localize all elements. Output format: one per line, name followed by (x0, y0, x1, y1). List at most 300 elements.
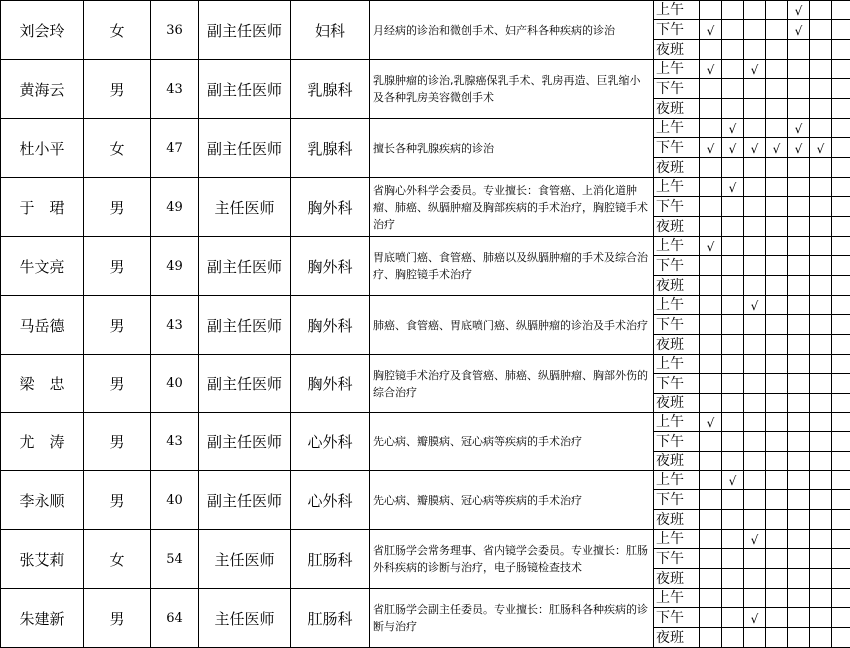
schedule-cell (722, 217, 744, 237)
schedule-cell (744, 296, 766, 315)
doctor-title: 主任医师 (199, 530, 291, 589)
schedule-row (1, 589, 850, 608)
doctor-age: 43 (151, 413, 199, 471)
schedule-cell (722, 471, 744, 490)
schedule-cell (722, 119, 744, 138)
check-mark: √ (795, 122, 803, 136)
schedule-cell (722, 355, 744, 374)
schedule-cell (766, 197, 788, 217)
doctor-age: 43 (151, 296, 199, 355)
doctor-department: 胸外科 (291, 237, 370, 296)
schedule-cell (832, 119, 850, 138)
doctor-department: 胸外科 (291, 178, 370, 237)
schedule-cell (832, 60, 850, 79)
schedule-row (1, 413, 850, 432)
doctor-specialty: 胸腔镜手术治疗及食管癌、肺癌、纵膈肿瘤、胸部外伤的综合治疗 (370, 355, 654, 413)
doctor-sex: 女 (84, 1, 151, 60)
doctor-age: 43 (151, 60, 199, 119)
schedule-cell (788, 119, 810, 138)
schedule-row (1, 178, 850, 197)
doctor-sex: 男 (84, 178, 151, 237)
schedule-cell (766, 355, 788, 374)
schedule-cell (700, 510, 722, 530)
schedule-cell (700, 452, 722, 471)
schedule-cell (722, 549, 744, 569)
shift-label: 下午 (654, 256, 700, 276)
schedule-cell (832, 315, 850, 335)
shift-label: 上午 (654, 119, 700, 138)
schedule-cell (722, 589, 744, 608)
schedule-cell (766, 119, 788, 138)
schedule-row (1, 296, 850, 315)
schedule-cell (744, 197, 766, 217)
shift-label: 下午 (654, 374, 700, 394)
check-mark: √ (707, 142, 715, 156)
doctor-sex: 男 (84, 589, 151, 648)
doctor-sex: 男 (84, 237, 151, 296)
doctor-sex: 男 (84, 296, 151, 355)
schedule-cell (700, 432, 722, 452)
schedule-cell (832, 549, 850, 569)
schedule-cell (788, 355, 810, 374)
schedule-cell (832, 99, 850, 119)
shift-label: 下午 (654, 490, 700, 510)
schedule-cell (722, 530, 744, 549)
schedule-cell (810, 374, 832, 394)
schedule-cell (788, 60, 810, 79)
schedule-cell (744, 628, 766, 648)
shift-label: 上午 (654, 60, 700, 79)
schedule-cell (788, 158, 810, 178)
schedule-cell (832, 452, 850, 471)
schedule-cell (810, 296, 832, 315)
shift-label: 上午 (654, 589, 700, 608)
schedule-cell (766, 40, 788, 60)
doctor-sex: 女 (84, 530, 151, 589)
shift-label: 夜班 (654, 394, 700, 413)
schedule-cell (722, 374, 744, 394)
schedule-cell (832, 20, 850, 40)
check-mark: √ (751, 299, 759, 313)
schedule-cell (744, 335, 766, 355)
check-mark: √ (751, 63, 759, 77)
schedule-cell (832, 510, 850, 530)
doctor-title: 副主任医师 (199, 471, 291, 530)
schedule-cell (722, 158, 744, 178)
schedule-cell (722, 413, 744, 432)
schedule-cell (832, 296, 850, 315)
schedule-cell (788, 452, 810, 471)
schedule-cell (744, 20, 766, 40)
schedule-cell (722, 569, 744, 589)
schedule-cell (722, 237, 744, 256)
check-mark: √ (729, 474, 737, 488)
schedule-cell (700, 530, 722, 549)
schedule-cell (700, 471, 722, 490)
doctor-title: 副主任医师 (199, 60, 291, 119)
schedule-cell (832, 197, 850, 217)
schedule-cell (744, 158, 766, 178)
shift-label: 夜班 (654, 99, 700, 119)
schedule-cell (810, 178, 832, 197)
schedule-cell (788, 40, 810, 60)
shift-label: 上午 (654, 296, 700, 315)
schedule-cell (766, 335, 788, 355)
schedule-cell (788, 549, 810, 569)
schedule-cell (810, 394, 832, 413)
schedule-cell (810, 589, 832, 608)
schedule-cell (744, 276, 766, 296)
doctor-name: 刘会玲 (1, 1, 84, 60)
schedule-cell (788, 490, 810, 510)
doctor-name: 尤 涛 (1, 413, 84, 471)
schedule-cell (744, 608, 766, 628)
doctor-department: 心外科 (291, 471, 370, 530)
schedule-cell (766, 374, 788, 394)
doctor-name: 张艾莉 (1, 530, 84, 589)
schedule-cell (700, 256, 722, 276)
schedule-cell (766, 490, 788, 510)
schedule-cell (766, 432, 788, 452)
doctor-specialty: 省肛肠学会副主任委员。专业擅长：肛肠科各种疾病的诊断与治疗 (370, 589, 654, 648)
schedule-cell (810, 60, 832, 79)
schedule-cell (722, 256, 744, 276)
schedule-cell (832, 178, 850, 197)
schedule-cell (722, 1, 744, 20)
schedule-cell (700, 374, 722, 394)
schedule-cell (700, 119, 722, 138)
schedule-cell (810, 158, 832, 178)
doctor-age: 49 (151, 178, 199, 237)
schedule-cell (744, 178, 766, 197)
schedule-cell (788, 374, 810, 394)
schedule-cell (744, 256, 766, 276)
schedule-cell (766, 217, 788, 237)
doctor-sex: 男 (84, 413, 151, 471)
schedule-cell (810, 335, 832, 355)
schedule-cell (788, 432, 810, 452)
schedule-cell (744, 217, 766, 237)
schedule-cell (832, 40, 850, 60)
doctor-title: 主任医师 (199, 178, 291, 237)
shift-label: 夜班 (654, 158, 700, 178)
schedule-cell (810, 490, 832, 510)
schedule-cell (722, 432, 744, 452)
schedule-cell (700, 355, 722, 374)
shift-label: 上午 (654, 530, 700, 549)
schedule-cell (832, 490, 850, 510)
schedule-cell (810, 217, 832, 237)
schedule-cell (744, 471, 766, 490)
schedule-cell (788, 628, 810, 648)
schedule-cell (722, 197, 744, 217)
schedule-cell (810, 237, 832, 256)
doctor-specialty: 先心病、瓣膜病、冠心病等疾病的手术治疗 (370, 413, 654, 471)
schedule-cell (766, 569, 788, 589)
schedule-cell (810, 119, 832, 138)
schedule-cell (700, 79, 722, 99)
schedule-cell (700, 628, 722, 648)
doctor-sex: 男 (84, 471, 151, 530)
check-mark: √ (729, 142, 737, 156)
schedule-cell (788, 99, 810, 119)
schedule-cell (700, 413, 722, 432)
schedule-cell (788, 471, 810, 490)
schedule-cell (722, 296, 744, 315)
check-mark: √ (707, 24, 715, 38)
schedule-cell (700, 60, 722, 79)
doctor-age: 64 (151, 589, 199, 648)
doctor-name: 梁 忠 (1, 355, 84, 413)
schedule-cell (700, 315, 722, 335)
doctor-age: 36 (151, 1, 199, 60)
shift-label: 夜班 (654, 40, 700, 60)
schedule-cell (722, 99, 744, 119)
schedule-cell (700, 296, 722, 315)
schedule-cell (744, 549, 766, 569)
schedule-cell (722, 40, 744, 60)
schedule-cell (722, 608, 744, 628)
schedule-cell (766, 452, 788, 471)
schedule-cell (700, 394, 722, 413)
schedule-row (1, 471, 850, 490)
schedule-cell (832, 374, 850, 394)
check-mark: √ (795, 4, 803, 18)
schedule-cell (744, 99, 766, 119)
doctor-specialty: 省肛肠学会常务理事、省内镜学会委员。专业擅长：肛肠外科疾病的诊断与治疗，电子肠镜检查技术 (370, 530, 654, 589)
doctor-department: 乳腺科 (291, 60, 370, 119)
schedule-cell (832, 79, 850, 99)
schedule-cell (832, 1, 850, 20)
schedule-cell (788, 510, 810, 530)
schedule-cell (722, 628, 744, 648)
doctor-title: 副主任医师 (199, 119, 291, 178)
schedule-cell (788, 197, 810, 217)
shift-label: 夜班 (654, 217, 700, 237)
schedule-cell (700, 20, 722, 40)
check-mark: √ (817, 142, 825, 156)
doctor-department: 胸外科 (291, 296, 370, 355)
schedule-cell (810, 1, 832, 20)
schedule-cell (744, 589, 766, 608)
schedule-cell (700, 138, 722, 158)
schedule-cell (700, 158, 722, 178)
schedule-cell (810, 569, 832, 589)
check-mark: √ (751, 533, 759, 547)
schedule-cell (832, 394, 850, 413)
schedule-cell (744, 374, 766, 394)
schedule-cell (832, 413, 850, 432)
schedule-cell (788, 1, 810, 20)
doctor-title: 副主任医师 (199, 237, 291, 296)
schedule-cell (788, 315, 810, 335)
schedule-cell (722, 510, 744, 530)
doctor-age: 40 (151, 471, 199, 530)
schedule-cell (832, 355, 850, 374)
schedule-cell (810, 276, 832, 296)
schedule-cell (744, 237, 766, 256)
schedule-cell (766, 158, 788, 178)
schedule-cell (744, 119, 766, 138)
schedule-cell (700, 276, 722, 296)
doctor-department: 乳腺科 (291, 119, 370, 178)
shift-label: 上午 (654, 355, 700, 374)
shift-label: 上午 (654, 471, 700, 490)
schedule-cell (832, 608, 850, 628)
schedule-row (1, 237, 850, 256)
schedule-cell (722, 394, 744, 413)
shift-label: 下午 (654, 79, 700, 99)
schedule-cell (766, 60, 788, 79)
doctor-department: 心外科 (291, 413, 370, 471)
check-mark: √ (707, 240, 715, 254)
schedule-cell (700, 335, 722, 355)
schedule-cell (810, 549, 832, 569)
schedule-cell (810, 315, 832, 335)
schedule-cell (722, 138, 744, 158)
shift-label: 夜班 (654, 510, 700, 530)
schedule-cell (832, 530, 850, 549)
schedule-cell (832, 628, 850, 648)
doctor-department: 肛肠科 (291, 589, 370, 648)
schedule-cell (744, 510, 766, 530)
doctor-department: 妇科 (291, 1, 370, 60)
schedule-cell (744, 490, 766, 510)
schedule-cell (744, 530, 766, 549)
doctor-title: 副主任医师 (199, 1, 291, 60)
check-mark: √ (729, 181, 737, 195)
schedule-cell (788, 530, 810, 549)
doctor-specialty: 胃底喷门癌、食管癌、肺癌以及纵膈肿瘤的手术及综合治疗、胸腔镜手术治疗 (370, 237, 654, 296)
doctor-sex: 男 (84, 60, 151, 119)
schedule-row (1, 60, 850, 79)
schedule-cell (810, 471, 832, 490)
schedule-cell (766, 549, 788, 569)
check-mark: √ (751, 612, 759, 626)
doctor-specialty: 月经病的诊治和微创手术、妇产科各种疾病的诊治 (370, 1, 654, 60)
schedule-cell (766, 79, 788, 99)
schedule-cell (810, 40, 832, 60)
schedule-cell (700, 237, 722, 256)
schedule-cell (810, 628, 832, 648)
schedule-cell (766, 178, 788, 197)
schedule-cell (810, 197, 832, 217)
schedule-cell (700, 589, 722, 608)
doctor-specialty: 擅长各种乳腺疾病的诊治 (370, 119, 654, 178)
schedule-cell (788, 589, 810, 608)
schedule-cell (744, 355, 766, 374)
shift-label: 夜班 (654, 335, 700, 355)
schedule-cell (788, 20, 810, 40)
schedule-cell (766, 628, 788, 648)
shift-label: 夜班 (654, 452, 700, 471)
schedule-cell (832, 569, 850, 589)
schedule-row (1, 530, 850, 549)
schedule-cell (744, 569, 766, 589)
schedule-cell (810, 138, 832, 158)
schedule-cell (766, 394, 788, 413)
doctor-specialty: 先心病、瓣膜病、冠心病等疾病的手术治疗 (370, 471, 654, 530)
schedule-cell (788, 79, 810, 99)
schedule-cell (744, 315, 766, 335)
check-mark: √ (795, 142, 803, 156)
schedule-cell (722, 335, 744, 355)
schedule-cell (810, 510, 832, 530)
doctor-name: 牛文亮 (1, 237, 84, 296)
schedule-cell (744, 40, 766, 60)
schedule-cell (832, 158, 850, 178)
schedule-cell (722, 315, 744, 335)
schedule-cell (788, 217, 810, 237)
schedule-cell (810, 256, 832, 276)
schedule-cell (810, 355, 832, 374)
schedule-cell (700, 197, 722, 217)
schedule-cell (700, 490, 722, 510)
schedule-cell (766, 276, 788, 296)
schedule-cell (700, 608, 722, 628)
schedule-cell (700, 217, 722, 237)
schedule-cell (722, 60, 744, 79)
schedule-cell (722, 79, 744, 99)
shift-label: 下午 (654, 197, 700, 217)
schedule-cell (832, 217, 850, 237)
schedule-cell (700, 99, 722, 119)
check-mark: √ (707, 63, 715, 77)
schedule-cell (832, 138, 850, 158)
doctor-age: 54 (151, 530, 199, 589)
schedule-cell (832, 256, 850, 276)
schedule-cell (810, 79, 832, 99)
doctor-specialty: 乳腺肿瘤的诊治,乳腺癌保乳手术、乳房再造、巨乳缩小及各种乳房美容微创手术 (370, 60, 654, 119)
schedule-cell (788, 608, 810, 628)
schedule-cell (788, 276, 810, 296)
doctor-department: 胸外科 (291, 355, 370, 413)
schedule-cell (788, 237, 810, 256)
schedule-cell (810, 20, 832, 40)
schedule-cell (700, 569, 722, 589)
doctor-title: 主任医师 (199, 589, 291, 648)
schedule-cell (788, 256, 810, 276)
doctor-name: 于 珺 (1, 178, 84, 237)
schedule-cell (832, 471, 850, 490)
doctor-name: 杜小平 (1, 119, 84, 178)
doctor-name: 李永顺 (1, 471, 84, 530)
schedule-cell (810, 608, 832, 628)
shift-label: 下午 (654, 432, 700, 452)
schedule-cell (766, 530, 788, 549)
check-mark: √ (707, 416, 715, 430)
check-mark: √ (773, 142, 781, 156)
schedule-cell (744, 394, 766, 413)
doctor-department: 肛肠科 (291, 530, 370, 589)
schedule-cell (722, 490, 744, 510)
schedule-cell (744, 1, 766, 20)
doctor-name: 朱建新 (1, 589, 84, 648)
schedule-row (1, 355, 850, 374)
schedule-cell (766, 413, 788, 432)
shift-label: 夜班 (654, 569, 700, 589)
check-mark: √ (751, 142, 759, 156)
schedule-cell (766, 138, 788, 158)
shift-label: 上午 (654, 178, 700, 197)
doctor-age: 47 (151, 119, 199, 178)
doctor-name: 马岳德 (1, 296, 84, 355)
schedule-cell (744, 452, 766, 471)
shift-label: 下午 (654, 608, 700, 628)
doctor-specialty: 省胸心外科学会委员。专业擅长：食管癌、上消化道肿瘤、肺癌、纵膈肿瘤及胸部疾病的手术治疗，胸腔镜手术治疗 (370, 178, 654, 237)
shift-label: 上午 (654, 237, 700, 256)
schedule-cell (788, 413, 810, 432)
